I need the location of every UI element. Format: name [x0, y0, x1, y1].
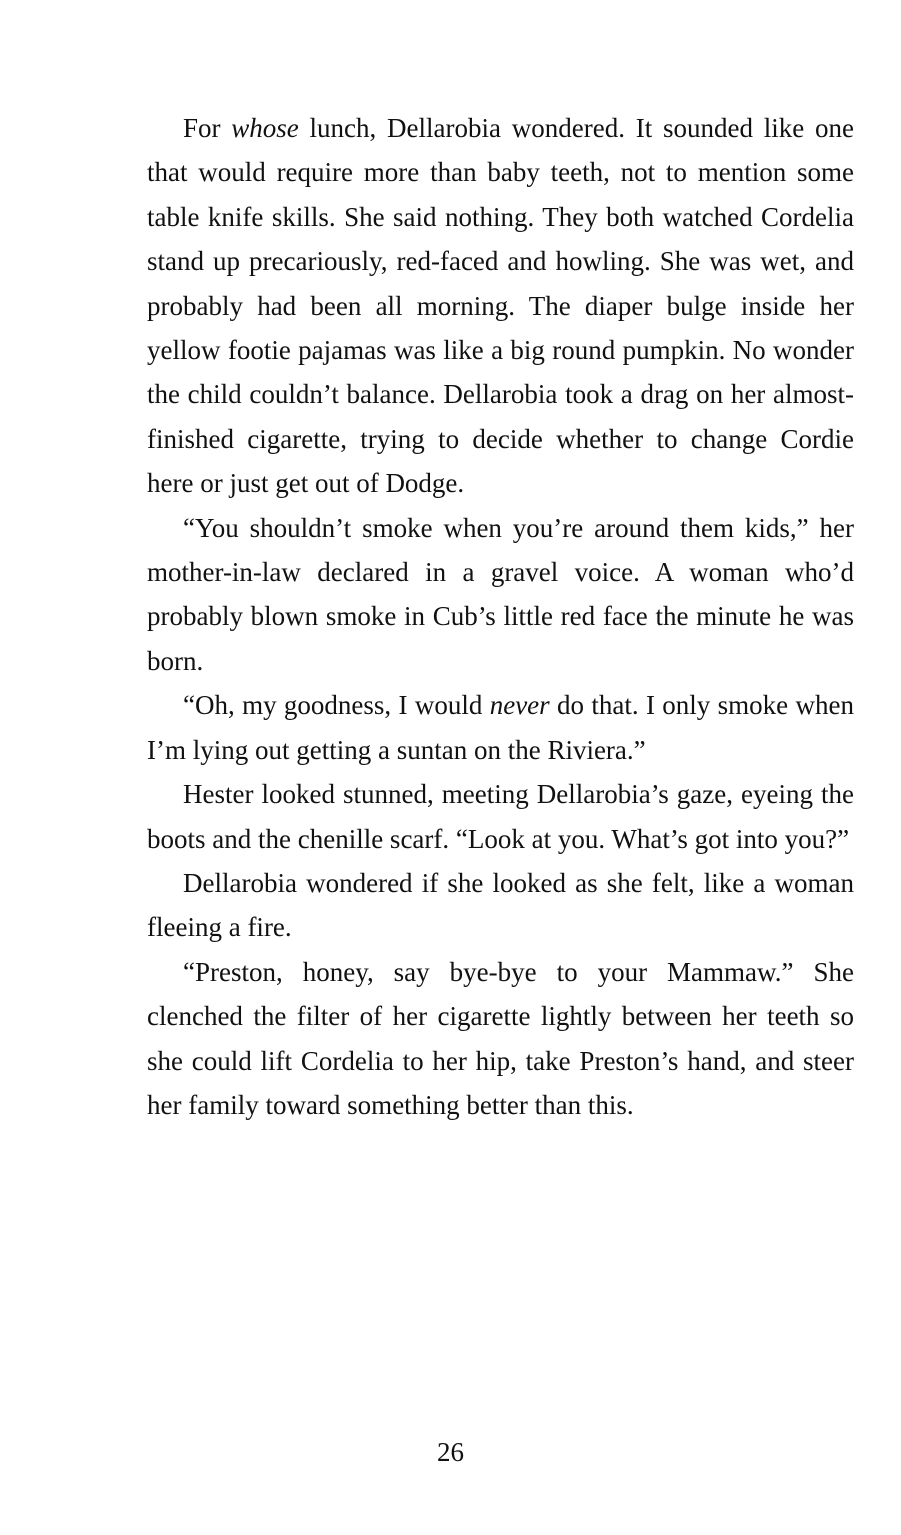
- paragraph: [147, 683, 854, 772]
- text-run: “Oh, my goodness, I would: [183, 690, 490, 721]
- body-text: [147, 106, 854, 1127]
- paragraph: [147, 861, 854, 950]
- italic-text-run: whose: [231, 113, 299, 143]
- text-run: do that. I only smoke when I’m lying out getting a suntan on the Riviera.”: [147, 690, 854, 765]
- text-run: “You shouldn’t smoke when you’re around them kids,” her mother-in-law declared in a gravel voice. A woman who’d probably blown smoke in Cub’s little red face the minute he was born.: [147, 512, 854, 676]
- paragraph: [147, 950, 854, 1128]
- paragraph: [147, 772, 854, 861]
- paragraph: [147, 506, 854, 684]
- text-run: Hester looked stunned, meeting Dellarobia’s gaze, eyeing the boots and the chenille scarf. “Look at you. What’s got into you?”: [147, 779, 854, 854]
- paragraph: [147, 106, 854, 506]
- italic-text-run: never: [489, 690, 550, 721]
- text-run: “Preston, honey, say bye-bye to your Mammaw.” She clenched the filter of her cigarette lightly between her teeth so she could lift Cordelia to her hip, take Preston’s hand, and steer her family toward something better than this.: [147, 956, 854, 1120]
- text-run: lunch, Dellarobia wondered. It sounded like one that would require more than baby teeth, not to mention some table knife skills. She said nothing. They both watched Cordelia stand up precariously, red-faced and howling. She was wet, and probably had been all morning. The diaper bulge inside her yellow footie pajamas was like a big round pumpkin. No wonder the child couldn’t balance. Dellarobia took a drag on her almost-finished cigarette, trying to decide whether to change Cordie here or just get out of Dodge.: [147, 113, 854, 499]
- text-run: Dellarobia wondered if she looked as she felt, like a woman fleeing a fire.: [147, 867, 854, 943]
- text-run: For: [183, 113, 232, 143]
- page-number: 26: [437, 1437, 464, 1467]
